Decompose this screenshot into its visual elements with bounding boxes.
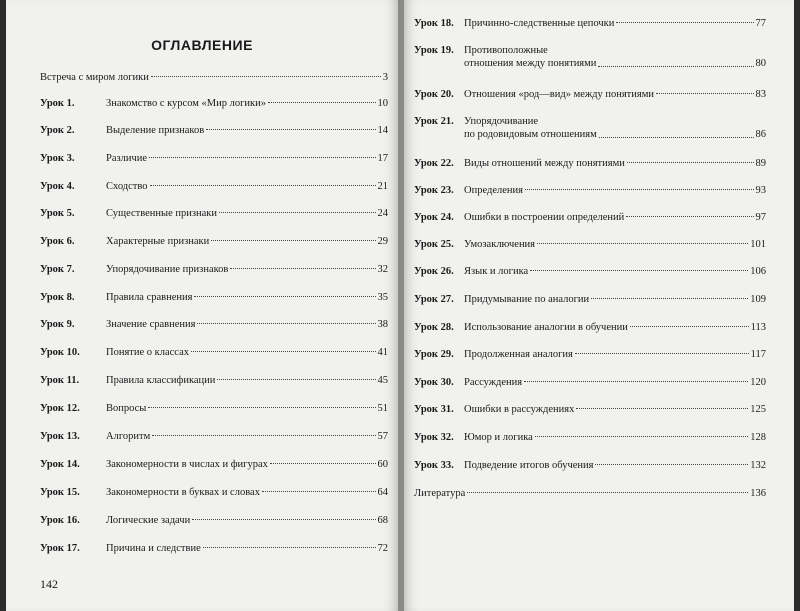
dot-leader	[191, 351, 375, 352]
lesson-label: Урок 29.	[414, 349, 454, 360]
dot-leader	[630, 326, 749, 327]
toc-entry[interactable]	[414, 44, 766, 70]
entry-page: 17	[377, 153, 388, 164]
entry-page: 14	[377, 125, 388, 136]
entry-page: 10	[377, 98, 388, 109]
dot-leader	[530, 270, 748, 271]
entry-page: 86	[755, 129, 766, 140]
dot-leader	[656, 93, 754, 94]
entry-title: Правила классификации	[106, 375, 216, 386]
entry-page: 35	[377, 292, 388, 303]
entry-title: Существенные признаки	[106, 208, 218, 219]
lesson-label: Урок 14.	[40, 459, 80, 470]
lesson-label: Урок 18.	[414, 18, 454, 29]
lesson-label: Урок 3.	[40, 153, 75, 164]
toc-entry[interactable]	[414, 487, 766, 500]
toc-entry[interactable]	[414, 211, 766, 224]
dot-leader	[268, 102, 376, 103]
right-page	[404, 0, 794, 611]
dot-leader	[206, 129, 375, 130]
lesson-label: Урок 21.	[414, 116, 454, 127]
dot-leader	[525, 189, 754, 190]
lesson-label: Урок 25.	[414, 239, 454, 250]
dot-leader	[575, 353, 749, 354]
toc-entry[interactable]	[40, 291, 388, 304]
entry-title	[464, 115, 597, 141]
entry-page: 136	[750, 488, 766, 499]
toc-entry[interactable]	[40, 263, 388, 276]
entry-page: 80	[755, 58, 766, 69]
entry-title: Ошибки в построении определений	[464, 212, 625, 223]
toc-entry[interactable]	[40, 430, 388, 443]
toc-entry[interactable]	[414, 17, 766, 30]
lesson-label: Урок 24.	[414, 212, 454, 223]
entry-page: 83	[755, 89, 766, 100]
entry-page: 24	[377, 208, 388, 219]
entry-title: Придумывание по аналогии	[464, 294, 590, 305]
entry-page: 72	[377, 543, 388, 554]
entry-title: Причина и следствие	[106, 543, 201, 554]
lesson-label: Урок 8.	[40, 292, 75, 303]
toc-entry[interactable]	[40, 318, 388, 331]
lesson-label: Урок 26.	[414, 266, 454, 277]
entry-page: 68	[377, 515, 388, 526]
page-number: 142	[40, 577, 58, 591]
dot-leader	[467, 492, 748, 493]
lesson-label: Урок 4.	[40, 181, 75, 192]
dot-leader	[148, 407, 375, 408]
entry-title: Значение сравнения	[106, 319, 196, 330]
entry-title-line-1: Упорядочивание	[464, 116, 539, 127]
toc-entry[interactable]	[40, 180, 388, 193]
entry-title: Определения	[464, 185, 523, 196]
entry-title: Закономерности в буквах и словах	[106, 487, 260, 498]
toc-entry[interactable]	[40, 97, 388, 110]
lesson-label: Урок 32.	[414, 432, 454, 443]
left-page	[6, 0, 398, 611]
entry-page: 45	[377, 375, 388, 386]
dot-leader	[197, 323, 375, 324]
toc-entry[interactable]	[414, 265, 766, 278]
entry-title: Ошибки в рассуждениях	[464, 404, 575, 415]
lesson-label: Урок 27.	[414, 294, 454, 305]
toc-entry[interactable]	[414, 184, 766, 197]
lesson-label: Урок 13.	[40, 431, 80, 442]
entry-page: 93	[755, 185, 766, 196]
toc-entry[interactable]	[40, 235, 388, 248]
toc-entry[interactable]	[414, 403, 766, 416]
lesson-label: Урок 6.	[40, 236, 75, 247]
toc-entry[interactable]	[414, 293, 766, 306]
entry-page: 132	[750, 460, 766, 471]
entry-page: 106	[750, 266, 766, 277]
lesson-label: Урок 30.	[414, 377, 454, 388]
toc-entry[interactable]	[414, 376, 766, 389]
entry-page: 113	[750, 322, 766, 333]
entry-page: 120	[750, 377, 766, 388]
dot-leader	[598, 66, 753, 67]
entry-title: Алгоритм	[106, 431, 151, 442]
dot-leader	[230, 268, 375, 269]
dot-leader	[616, 22, 753, 23]
dot-leader	[219, 212, 375, 213]
entry-title: Литература	[414, 488, 466, 499]
entry-title: Виды отношений между понятиями	[464, 158, 625, 169]
toc-entry[interactable]	[414, 238, 766, 251]
entry-title: Использование аналогии в обучении	[464, 322, 628, 333]
entry-title: Продолженная аналогия	[464, 349, 573, 360]
lesson-label: Урок 19.	[414, 45, 454, 56]
dot-leader	[595, 464, 748, 465]
lesson-label: Урок 31.	[414, 404, 454, 415]
dot-leader	[194, 296, 375, 297]
lesson-label: Урок 17.	[40, 543, 80, 554]
entry-title: Подведение итогов обучения	[464, 460, 594, 471]
entry-title: Понятие о классах	[106, 347, 190, 358]
lesson-label: Урок 15.	[40, 487, 80, 498]
lesson-label: Урок 5.	[40, 208, 75, 219]
entry-title: Правила сравнения	[106, 292, 193, 303]
lesson-label: Урок 28.	[414, 322, 454, 333]
entry-title: Вопросы	[106, 403, 147, 414]
toc-entry[interactable]	[40, 402, 388, 415]
page-title: ОГЛАВЛЕНИЕ	[151, 37, 253, 53]
lesson-label: Урок 33.	[414, 460, 454, 471]
entry-title: Язык и логика	[464, 266, 529, 277]
entry-page: 64	[377, 487, 388, 498]
toc-entry[interactable]	[414, 348, 766, 361]
lesson-label: Урок 12.	[40, 403, 80, 414]
entry-title: Встреча с миром логики	[40, 72, 149, 83]
entry-page: 77	[755, 18, 766, 29]
dot-leader	[535, 436, 748, 437]
entry-title: Различие	[106, 153, 148, 164]
dot-leader	[151, 76, 381, 77]
entry-page: 117	[750, 349, 766, 360]
toc-entry[interactable]	[414, 115, 766, 141]
toc-entry[interactable]	[40, 542, 388, 555]
lesson-label: Урок 9.	[40, 319, 75, 330]
entry-page: 57	[377, 431, 388, 442]
toc-entry[interactable]	[40, 374, 388, 387]
entry-title: Причинно-следственные цепочки	[464, 18, 615, 29]
entry-title: Сходство	[106, 181, 148, 192]
entry-page: 51	[377, 403, 388, 414]
dot-leader	[150, 185, 376, 186]
entry-title	[464, 44, 596, 70]
entry-page: 101	[750, 239, 766, 250]
dot-leader	[211, 240, 375, 241]
entry-page: 125	[750, 404, 766, 415]
entry-page: 32	[377, 264, 388, 275]
lesson-label: Урок 2.	[40, 125, 75, 136]
toc-entry[interactable]	[414, 321, 766, 334]
toc-entry[interactable]	[40, 152, 388, 165]
dot-leader	[591, 298, 748, 299]
entry-title: Выделение признаков	[106, 125, 205, 136]
toc-entry[interactable]	[40, 207, 388, 220]
entry-page: 41	[377, 347, 388, 358]
toc-entry[interactable]	[414, 88, 766, 101]
dot-leader	[203, 547, 376, 548]
lesson-label: Урок 16.	[40, 515, 80, 526]
toc-entry[interactable]	[40, 71, 388, 84]
dot-leader	[537, 243, 748, 244]
dot-leader	[262, 491, 376, 492]
entry-title-line-1: Противоположные	[464, 45, 548, 56]
lesson-label: Урок 20.	[414, 89, 454, 100]
entry-page: 3	[382, 72, 388, 83]
lesson-label: Урок 10.	[40, 347, 80, 358]
dot-leader	[524, 381, 748, 382]
entry-title: Логические задачи	[106, 515, 191, 526]
dot-leader	[149, 157, 375, 158]
lesson-label: Урок 7.	[40, 264, 75, 275]
toc-entry[interactable]	[40, 124, 388, 137]
lesson-label: Урок 1.	[40, 98, 75, 109]
lesson-label: Урок 11.	[40, 375, 80, 386]
entry-page: 38	[377, 319, 388, 330]
entry-page: 60	[377, 459, 388, 470]
dot-leader	[599, 137, 754, 138]
entry-page: 128	[750, 432, 766, 443]
entry-title: Умозаключения	[464, 239, 536, 250]
entry-title: Закономерности в числах и фигурах	[106, 459, 268, 470]
dot-leader	[576, 408, 748, 409]
entry-title: Характерные признаки	[106, 236, 210, 247]
entry-title: Рассуждения	[464, 377, 523, 388]
dot-leader	[270, 463, 376, 464]
toc-entry[interactable]	[414, 157, 766, 170]
toc-entry[interactable]	[414, 459, 766, 472]
entry-title-line-2: отношения между понятиями	[464, 58, 597, 69]
lesson-label: Урок 22.	[414, 158, 454, 169]
dot-leader	[217, 379, 375, 380]
toc-entry[interactable]	[40, 514, 388, 527]
toc-entry[interactable]	[40, 486, 388, 499]
entry-title: Упорядочивание признаков	[106, 264, 229, 275]
toc-entry[interactable]	[40, 346, 388, 359]
toc-entry[interactable]	[40, 458, 388, 471]
dot-leader	[152, 435, 375, 436]
entry-title-line-2: по родовидовым отношениям	[464, 129, 597, 140]
entry-title: Знакомство с курсом «Мир логики»	[106, 98, 266, 109]
toc-entry[interactable]	[414, 431, 766, 444]
entry-page: 29	[377, 236, 388, 247]
entry-title: Отношения «род—вид» между понятиями	[464, 89, 654, 100]
entry-page: 21	[377, 181, 388, 192]
entry-page: 109	[750, 294, 766, 305]
lesson-label: Урок 23.	[414, 185, 454, 196]
entry-title: Юмор и логика	[464, 432, 533, 443]
dot-leader	[626, 216, 753, 217]
dot-leader	[627, 162, 754, 163]
entry-page: 97	[755, 212, 766, 223]
dot-leader	[192, 519, 375, 520]
entry-page: 89	[755, 158, 766, 169]
